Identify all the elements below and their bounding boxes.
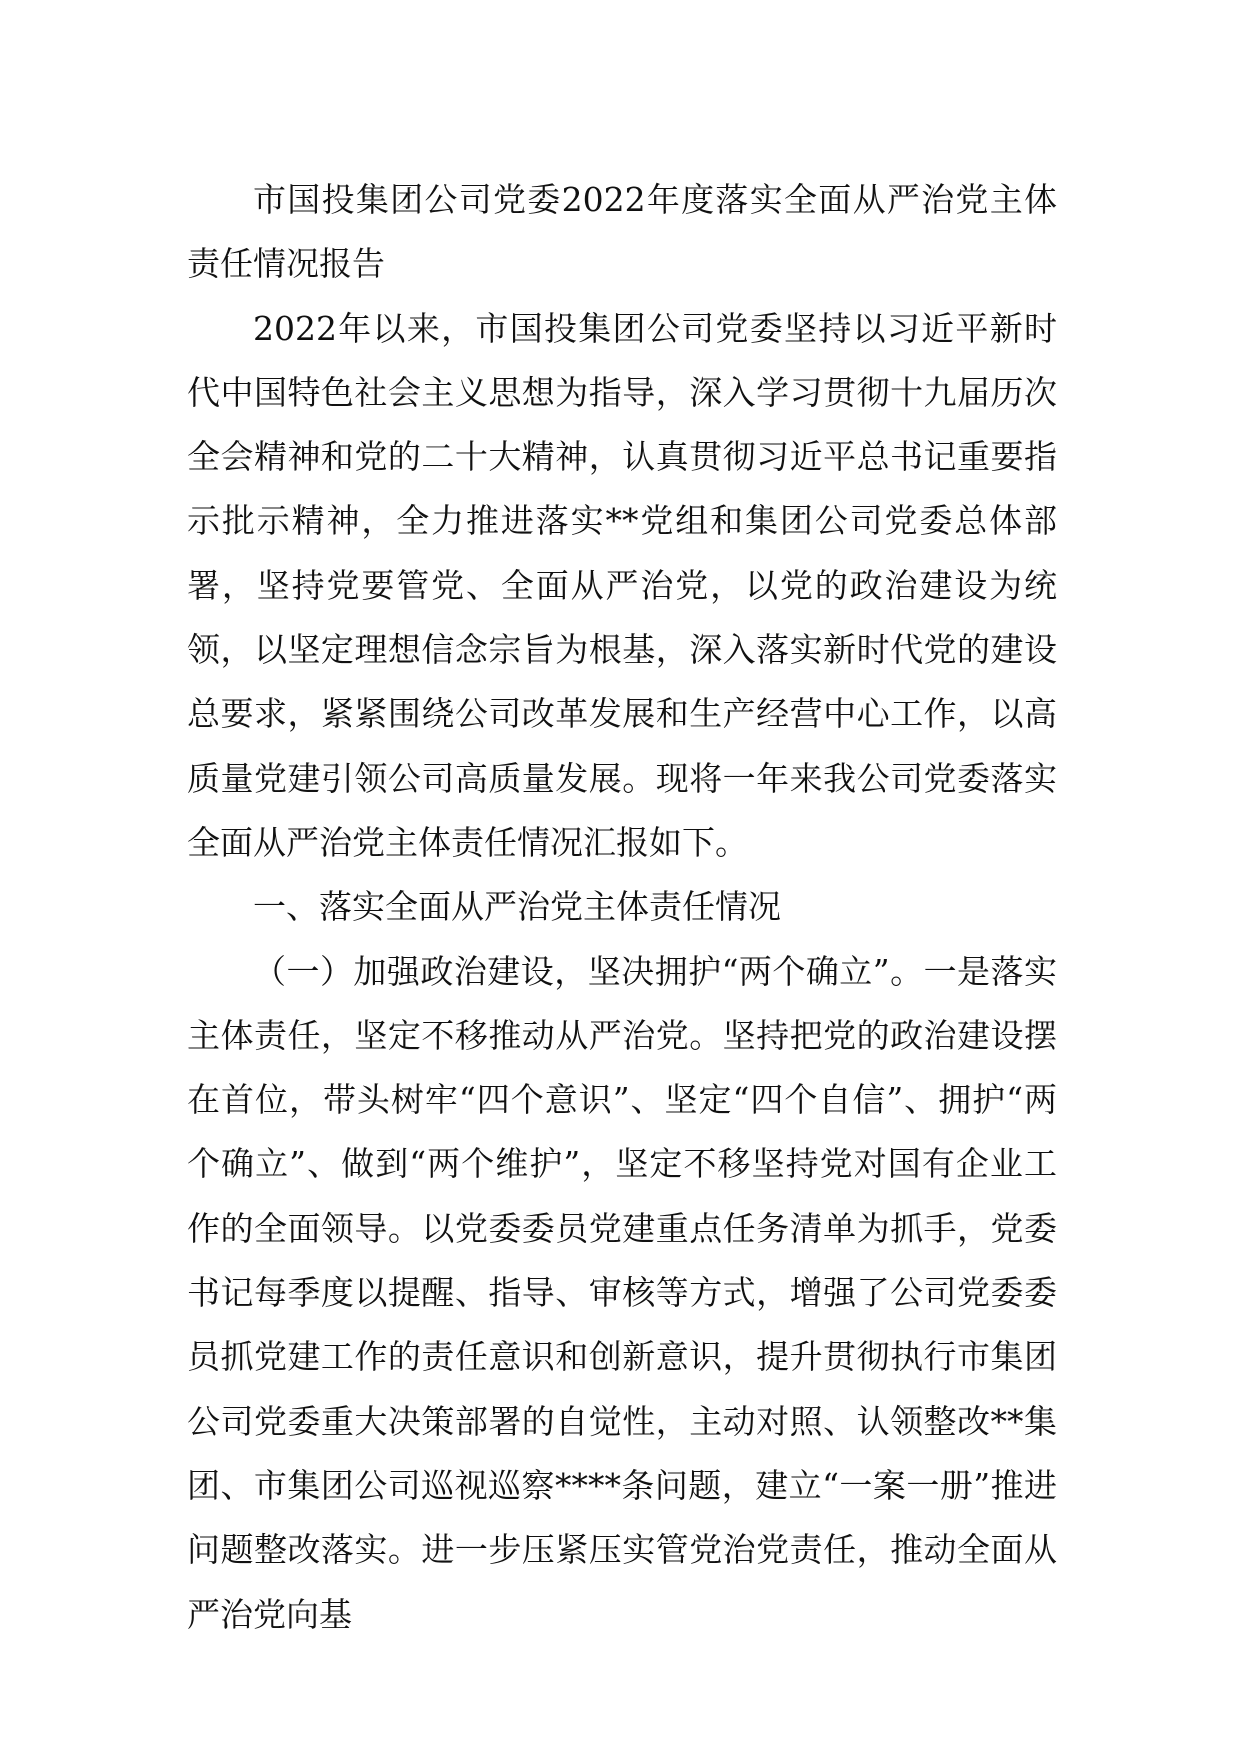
document-body (187, 168, 1057, 1647)
section-heading: 一、落实全面从严治党主体责任情况 (253, 887, 781, 927)
intro-paragraph: 2022年以来，市国投集团公司党委坚持以习近平新时代中国特色社会主义思想为指导，深入学习贯彻十九届历次全会精神和党的二十大精神，认真贯彻习近平总书记重要指示批示精神，全力推进落实**党组和集团公司党委总体部署，坚持党要管党、全面从严治党，以党的政治建设为统领，以坚定理想信念宗旨为根基，深入落实新时代党的建设总要求，紧紧围绕公司改革发展和生产经营中心工作，以高质量党建引领公司高质量发展。现将一年来我公司党委落实全面从严治党主体责任情况汇报如下。 (187, 308, 1057, 862)
body-paragraph: （一）加强政治建设，坚决拥护“两个确立”。一是落实主体责任，坚定不移推动从严治党。坚持把党的政治建设摆在首位，带头树牢“四个意识”、坚定“四个自信”、拥护“两个确立”、做到“两个维护”，坚定不移坚持党对国有企业工作的全面领导。以党委委员党建重点任务清单为抓手，党委书记每季度以提醒、指导、审核等方式，增强了公司党委委员抓党建工作的责任意识和创新意识，提升贯彻执行市集团公司党委重大决策部署的自觉性，主动对照、认领整改**集团、市集团公司巡视巡察****条问题，建立“一案一册”推进问题整改落实。进一步压紧压实管党治党责任，推动全面从严治党向基 (187, 951, 1057, 1634)
document-title: 市国投集团公司党委2022年度落实全面从严治党主体责任情况报告 (187, 180, 1057, 284)
